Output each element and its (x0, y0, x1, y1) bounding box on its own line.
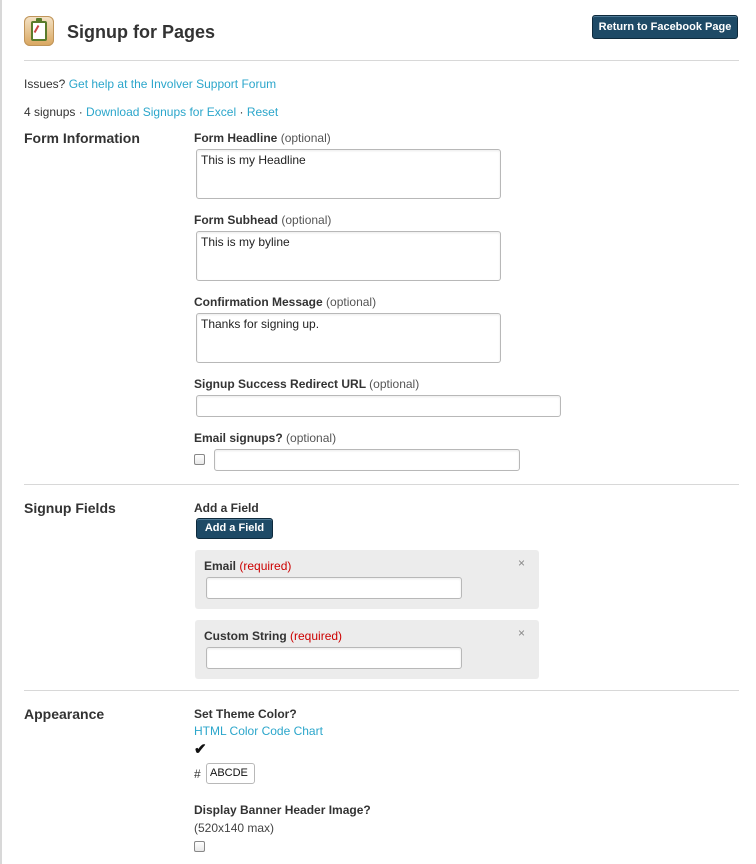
divider (24, 484, 739, 485)
banner-image-label: Display Banner Header Image? (194, 803, 371, 817)
appearance-title: Appearance (24, 706, 105, 722)
form-information-title: Form Information (24, 130, 140, 146)
hash-symbol: # (194, 767, 201, 781)
form-subhead-label: Form Subhead (optional) (194, 213, 332, 227)
issues-line (24, 77, 276, 91)
add-field-button[interactable]: Add a Field (196, 518, 273, 539)
form-headline-input[interactable]: This is my Headline (196, 149, 501, 199)
separator: · (239, 105, 244, 119)
reset-link[interactable]: Reset (246, 105, 279, 119)
signups-count: 4 signups · (24, 105, 83, 119)
banner-image-checkbox[interactable] (194, 841, 205, 852)
theme-color-label: Set Theme Color? (194, 707, 297, 721)
field-label: Custom String (required) (204, 629, 343, 643)
form-headline-label: Form Headline (optional) (194, 131, 331, 145)
page-title: Signup for Pages (67, 22, 216, 42)
redirect-url-input[interactable] (196, 395, 561, 417)
email-signups-input[interactable] (214, 449, 520, 471)
theme-color-input[interactable]: ABCDE (206, 763, 255, 784)
add-field-label: Add a Field (194, 501, 259, 515)
window-edge (0, 0, 2, 864)
field-label: Email (required) (204, 559, 292, 573)
divider (24, 60, 739, 61)
email-field-input[interactable] (206, 577, 462, 599)
confirmation-message-label: Confirmation Message (optional) (194, 295, 377, 309)
email-signups-label: Email signups? (optional) (194, 431, 337, 445)
color-code-chart-link[interactable]: HTML Color Code Chart (194, 724, 323, 738)
signups-line (24, 105, 278, 119)
theme-color-checkbox[interactable]: ✔ (194, 741, 207, 758)
field-card-email (195, 550, 539, 609)
field-card-custom-string (195, 620, 539, 679)
signup-app-icon (24, 16, 54, 46)
banner-size-hint: (520x140 max) (194, 821, 275, 835)
divider (24, 690, 739, 691)
remove-field-icon[interactable]: × (518, 556, 526, 570)
remove-field-icon[interactable]: × (518, 626, 526, 640)
return-to-facebook-button[interactable]: Return to Facebook Page (592, 15, 738, 39)
form-subhead-input[interactable]: This is my byline (196, 231, 501, 281)
download-signups-link[interactable]: Download Signups for Excel (86, 105, 237, 119)
support-forum-link[interactable]: Get help at the Involver Support Forum (68, 77, 277, 91)
issues-prefix: Issues? (24, 77, 66, 91)
redirect-url-label: Signup Success Redirect URL (optional) (194, 377, 420, 391)
signup-fields-title: Signup Fields (24, 500, 116, 516)
custom-string-field-input[interactable] (206, 647, 462, 669)
email-signups-checkbox[interactable] (194, 454, 205, 465)
confirmation-message-input[interactable]: Thanks for signing up. (196, 313, 501, 363)
